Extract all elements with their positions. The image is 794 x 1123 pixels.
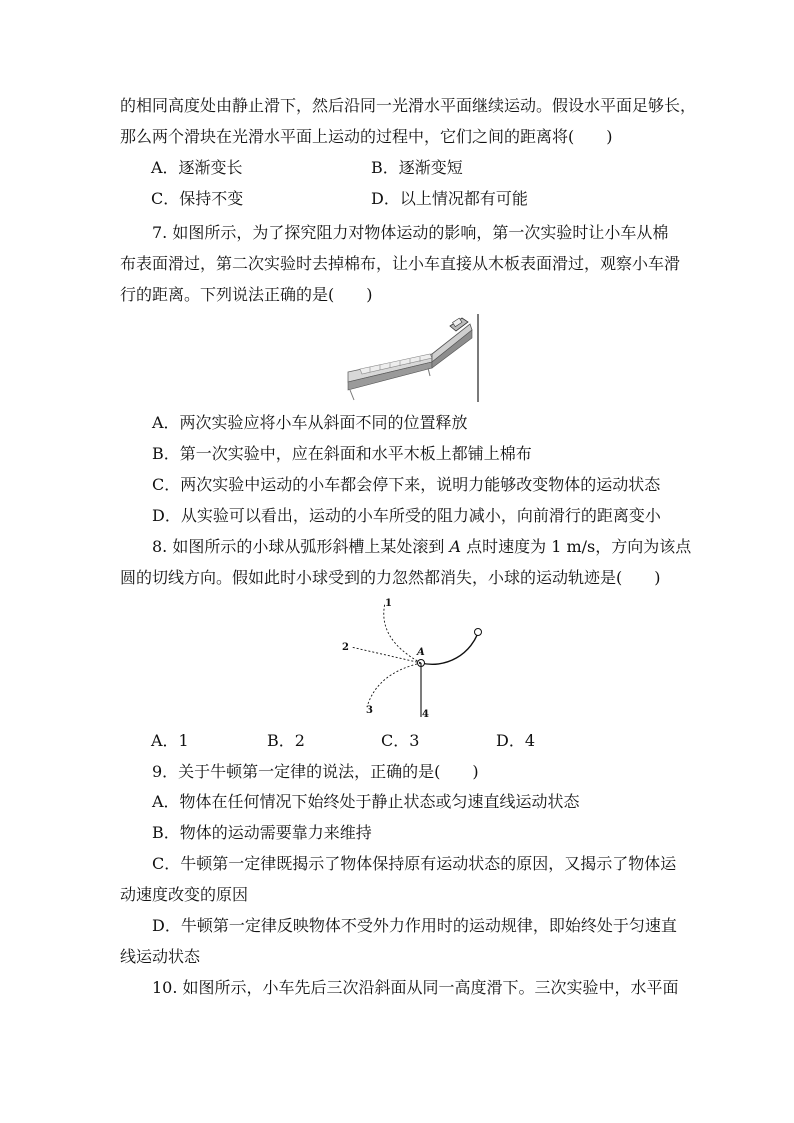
question-9-stem: 9．关于牛顿第一定律的说法，正确的是( ): [152, 762, 479, 781]
option-d: D．以上情况都有可能: [371, 189, 528, 208]
question-10-stem: 10. 如图所示，小车先后三次沿斜面从同一高度滑下。三次实验中，水平面: [152, 978, 679, 997]
stem-text: 8. 如图所示的小球从弧形斜槽上某处滚到: [152, 537, 450, 556]
option-c: C．3: [381, 731, 420, 750]
incline-board-figure: [340, 310, 485, 405]
question-8-stem: [152, 537, 691, 557]
question-7-stem: 布表面滑过，第二次实验时去掉棉布，让小车直接从木板表面滑过，观察小车滑: [120, 254, 681, 273]
trajectory-label-3: 3: [366, 705, 373, 716]
text-line: 的相同高度处由静止滑下，然后沿同一光滑水平面继续运动。假设水平面足够长，: [120, 96, 697, 115]
trajectory-figure: [335, 595, 495, 725]
option-a: A．逐渐变长: [151, 158, 243, 177]
trajectory-label-2: 2: [342, 642, 349, 653]
option-b: B．逐渐变短: [371, 158, 463, 177]
question-8-stem: 圆的切线方向。假如此时小球受到的力忽然都消失，小球的运动轨迹是( ): [120, 568, 661, 587]
text-line: 那么两个滑块在光滑水平面上运动的过程中，它们之间的距离将( ): [120, 127, 613, 146]
option-c: C．两次实验中运动的小车都会停下来，说明力能够改变物体的运动状态: [152, 475, 661, 494]
trajectory-label-4: 4: [422, 709, 429, 720]
point-label: A: [449, 537, 462, 556]
question-7-stem: 行的距离。下列说法正确的是( ): [120, 285, 373, 304]
option-d-continued: 线运动状态: [120, 947, 201, 966]
trajectory-label-1: 1: [385, 598, 392, 609]
option-c: C．牛顿第一定律既揭示了物体保持原有运动状态的原因，又揭示了物体运: [152, 854, 677, 873]
option-d: D．从实验可以看出，运动的小车所受的阻力减小，向前滑行的距离变小: [152, 506, 661, 525]
question-7-stem: 7. 如图所示，为了探究阻力对物体运动的影响，第一次实验时让小车从棉: [152, 223, 669, 242]
option-b: B．第一次实验中，应在斜面和水平木板上都铺上棉布: [152, 444, 532, 463]
option-c: C．保持不变: [151, 189, 244, 208]
point-a-label: A: [417, 647, 425, 658]
option-b: B．2: [267, 731, 305, 750]
option-d: D．牛顿第一定律反映物体不受外力作用时的运动规律，即始终处于匀速直: [152, 916, 677, 935]
option-a: A．1: [151, 731, 189, 750]
option-a: A．两次实验应将小车从斜面不同的位置释放: [152, 413, 468, 432]
option-a: A．物体在任何情况下始终处于静止状态或匀速直线运动状态: [152, 792, 580, 811]
stem-text: 点时速度为 1 m/s，方向为该点: [461, 537, 692, 556]
option-b: B．物体的运动需要靠力来维持: [152, 823, 372, 842]
option-d: D．4: [496, 731, 536, 750]
option-c-continued: 动速度改变的原因: [120, 885, 249, 904]
